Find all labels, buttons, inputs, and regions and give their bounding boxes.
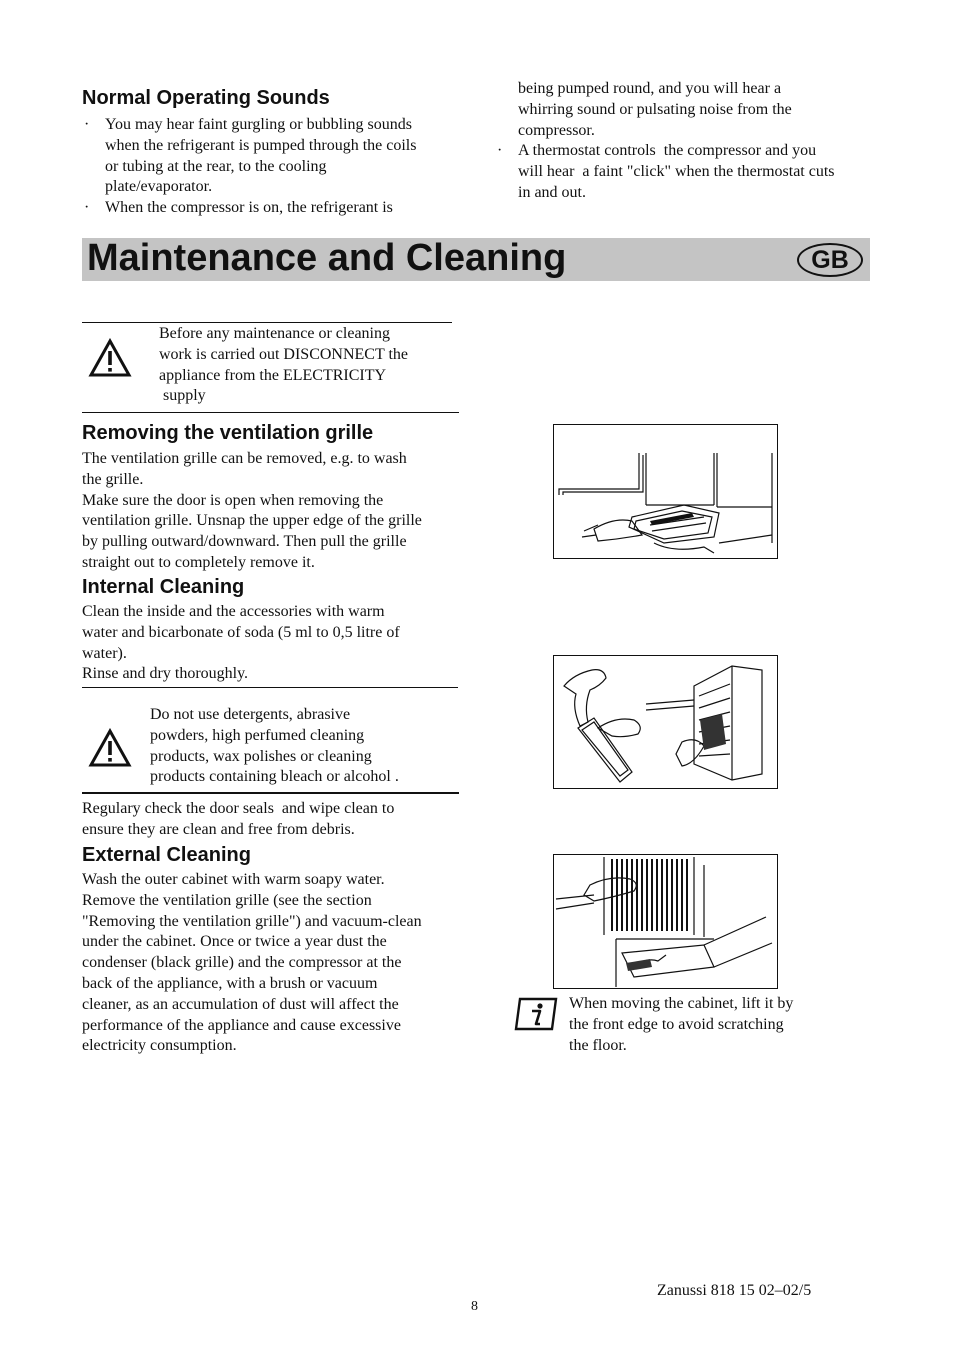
divider xyxy=(82,687,458,688)
info-note-text: When moving the cabinet, lift it by the front edge to avoid scratching the floor. xyxy=(569,995,794,1054)
external-text: Wash the outer cabinet with warm soapy water. Remove the ventilation grille (see the section "Removing the ventilation grille") and vacuum-clean under the cabinet. Once or twice a year dust the condenser (black grille) and the compressor at the back of the appliance, with a brush or vacuum cleaner, as an accumulation of dust will affect the performance of the appliance and cause excessive electricity consumption. xyxy=(82,871,422,1055)
internal-text: Clean the inside and the accessories with warm water and bicarbonate of soda (5 ml to 0,5 litre of water). Rinse and dry thoroughly. xyxy=(82,603,400,683)
ventilation-text: The ventilation grille can be removed, e.g. to wash the grille. Make sure the door is open when removing the ventilation grille. Unsnap the upper edge of the grille by pulling outward/downward. Then pull the grille straight out to completely remove it. xyxy=(82,450,422,571)
language-badge: GB xyxy=(797,243,863,277)
divider xyxy=(82,322,452,323)
bullet-item: · You may hear faint gurgling or bubbling sounds when the refrigerant is pumped through the coils or tubing at the rear, to the cooling plate/evaporator. xyxy=(82,115,457,198)
bullet-item: · When the compressor is on, the refrigerant is xyxy=(82,198,457,219)
info-i-icon xyxy=(514,997,558,1031)
page-title: Maintenance and Cleaning xyxy=(87,237,567,279)
section-banner xyxy=(82,238,870,281)
section-title-external: External Cleaning xyxy=(82,844,251,866)
normal-sounds-column-left xyxy=(82,115,457,219)
illustration-external-cleaning xyxy=(553,854,778,989)
bullet-item: · A thermostat controls the compressor and you will hear a faint "click" when the thermostat cuts in and out. xyxy=(495,141,875,203)
section-title-internal: Internal Cleaning xyxy=(82,576,245,598)
warning-disconnect-text: Before any maintenance or cleaning work is carried out DISCONNECT the appliance from the ELECTRICITY supply xyxy=(159,325,408,405)
illustration-internal-cleaning xyxy=(553,655,778,789)
divider xyxy=(82,792,459,794)
door-seals-text: Regulary check the door seals and wipe clean to ensure they are clean and free from debris. xyxy=(82,800,395,838)
warning-detergents-text: Do not use detergents, abrasive powders, high perfumed cleaning products, wax polishes or cleaning products containing bleach or alcohol . xyxy=(150,706,399,786)
warning-triangle-icon xyxy=(88,728,132,768)
warning-triangle-icon xyxy=(88,338,132,378)
section-title-ventilation: Removing the ventilation grille xyxy=(82,422,374,444)
bullet-continuation: being pumped round, and you will hear a whirring sound or pulsating noise from the compressor. xyxy=(518,80,792,139)
illustration-ventilation-grille xyxy=(553,424,778,559)
divider xyxy=(82,412,459,413)
section-title-normal-sounds: Normal Operating Sounds xyxy=(82,87,330,109)
footer-model-code: Zanussi 818 15 02–02/5 xyxy=(657,1282,812,1299)
normal-sounds-column-right xyxy=(495,79,875,204)
page-number: 8 xyxy=(471,1299,478,1314)
